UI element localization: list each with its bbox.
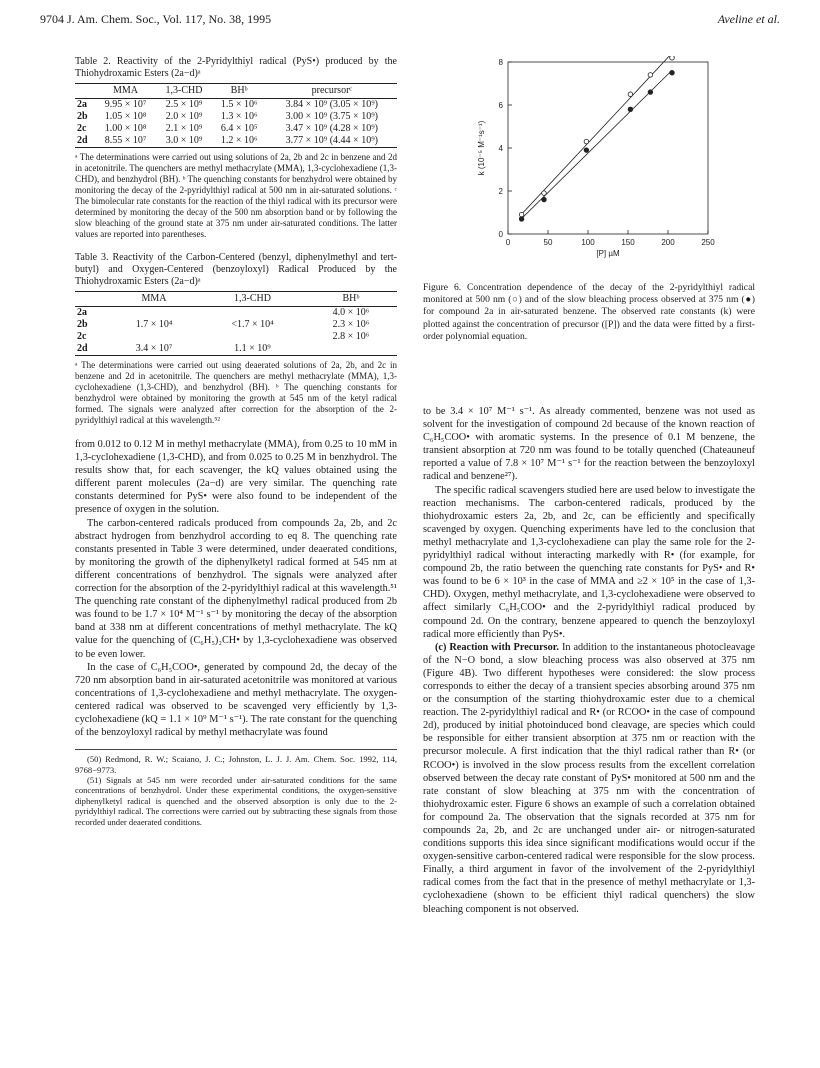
column-header: BHᵇ: [230, 85, 248, 96]
right-column: [423, 405, 755, 916]
table-cell: [305, 343, 397, 356]
table2-caption: Table 2. Reactivity of the 2-Pyridylthiyl radical (PyS•) produced by the Thiohydroxamic Esters (2a−d)ᵃ: [75, 56, 397, 79]
body-text: In addition to the instantaneous photocleavage of the N−O bond, a slow bleaching process was also observed at 375 nm (Figure 4B). Two different hypotheses were considered: the slow process corresponds to either the decay of a transient species absorbing around 375 nm or the consumption of the starting thiohydroxamic ester due to a chemical reaction. The 2-pyridylthiyl radical and R• (or RCOO• in the case of compound 2d), produced by initial photoinduced bond cleavage, are species which could be responsible for either transient absorption at 375 nm or reaction with the precursor molecule. A first indication that the thiyl radical rather than R• (or RCOO•) is involved in the slow process results from the excellent correlation observed between the decay rate constant of PyS• monitored at 500 nm and the rate constant of slow bleaching at 375 nm with the concentration of thiohydroxamic ester. Figure 6 shows an example of such a correlation obtained for compound 2a. The observation that the signals recorded at 375 nm for compounds 2a, 2b, and 2c are unchanged under air- or nitrogen-saturated conditions supports this idea since significant modifications would occur if the oxygen-sensitive carbon-centered radical were responsible for the slow process. Finally, a third argument in favor of the involvement of the 2-pyridylthiyl radical comes from the fact that in the presence of methyl methacrylate or 1,3-cyclohexadiene (shown to be efficient thiyl radical quenchers) the slow bleaching component is not observed.: [423, 641, 755, 915]
running-authors: Aveline et al.: [717, 12, 780, 26]
row-label: 2a: [77, 99, 87, 110]
table-cell: 2.3 × 10⁶: [332, 319, 370, 330]
table-cell: 3.0 × 10⁹: [165, 135, 203, 146]
body-paragraph: from 0.012 to 0.12 M in methyl methacrylate (MMA), from 0.25 to 10 mM in 1,3-cyclohexadiene (1,3-CHD), and from 0.025 to 0.25 M in benzhydrol. The results show that, for each scavenger, the kQ values obtained using the different parent molecules (2a−d) are very similar. The quenching rate constants determined for PyS• were also found to be independent of the presence of oxygen in the solution.: [75, 439, 397, 516]
y-tick-label: 0: [498, 230, 503, 239]
table-cell: [200, 331, 305, 343]
table-cell: [200, 307, 305, 320]
table-cell: 3.00 × 10⁹ (3.75 × 10⁹): [285, 111, 379, 122]
table-cell: 1.00 × 10⁸: [104, 123, 147, 134]
data-point-filled: [542, 197, 547, 202]
body-paragraph: The specific radical scavengers studied here are used below to investigate the reaction mechanisms. The carbon-centered radicals, produced by the thiohydroxamic esters 2a, 2b, and 2c, can be efficiently and specifically scavenged by oxygen. Quenching experiments have led to the conclusion that methyl methacrylate and 1,3-cyclohexadiene can play the same role for the 2-pyridylthiyl radical without interacting markedly with R• (for example, for compound 2b, the ratio between the quenching rate constants for PyS• and R• was found to be 6 × 10³ in the case of MMA and ≥2 × 10⁵ in the case of 1,3-CHD). Oxygen, methyl methacrylate, and 1,3-cyclohexadiene were observed to affect similarly C₆H₅COO• and the 2-pyridylthiyl radical produced by compound 2d. On the contrary, benzene appeared to quench the benzoyloxyl radical more efficiently than PyS•.: [423, 484, 755, 640]
journal-citation: 9704 J. Am. Chem. Soc., Vol. 117, No. 38, 1995: [40, 12, 272, 26]
table-cell: 2.5 × 10⁹: [165, 99, 203, 110]
column-header: BHᵇ: [342, 293, 360, 304]
table-cell: <1.7 × 10⁴: [231, 319, 274, 330]
figure6-chart: [470, 56, 770, 271]
body-paragraph: [423, 641, 755, 916]
row-label: 2b: [77, 319, 88, 330]
table-cell: 3.84 × 10⁹ (3.05 × 10⁹): [285, 99, 379, 110]
table-cell: 1.3 × 10⁶: [220, 111, 258, 122]
left-column: [75, 56, 397, 827]
body-paragraph: to be 3.4 × 10⁷ M⁻¹ s⁻¹. As already commented, benzene was not used as solvent for the investigation of compound 2d because of the known reaction of C₆H₅COO• with aromatic systems. In the presence of 0.1 M benzene, the transient absorption at 720 nm was found to be totally quenched (Chateauneuf reported a value of 7.8 × 10⁷ M⁻¹ s⁻¹ for the reaction between the benzoyloxyl radical and benzene²⁷).: [423, 406, 755, 483]
plot-frame: [508, 62, 708, 234]
data-point-open: [670, 56, 675, 60]
column-header: precursorᶜ: [311, 85, 352, 96]
row-label: 2a: [77, 307, 87, 318]
body-paragraph: The carbon-centered radicals produced from compounds 2a, 2b, and 2c abstract hydrogen from benzhydrol according to eq 8. The quenching rate constants presented in Table 3 were determined, under deaerated conditions, by monitoring the growth of the diphenylketyl radical formed at 545 nm at different concentrations of benzhydrol. The signals were analyzed after correction for the absorption of the 2-pyridylthiyl radical at this wavelength.⁵¹ The quenching rate constant of the diphenylmethyl radical produced from 2b was found to be 1.7 × 10⁴ M⁻¹ s⁻¹ by monitoring the decay of the absorption band at 338 nm at different concentrations of methyl methacrylate. The kQ value for the quenching of (C₆H₅)₂CH• by 1,3-cyclohexadiene was observed to be even lower.: [75, 517, 397, 660]
chart-svg: [470, 56, 770, 271]
table-cell: 9.95 × 10⁷: [104, 99, 147, 110]
y-tick-label: 8: [498, 58, 503, 67]
y-axis-label: k (10⁻⁵ M⁻¹s⁻¹): [477, 120, 486, 176]
x-axis-label: [P] µM: [596, 249, 620, 258]
table-row: [75, 111, 397, 123]
page-header: [40, 12, 780, 28]
table-cell: 8.55 × 10⁷: [104, 135, 147, 146]
x-tick-label: 250: [701, 238, 715, 247]
table-cell: 1.7 × 10⁴: [135, 319, 173, 330]
table-cell: [108, 331, 200, 343]
column-header: [75, 292, 108, 307]
data-point-open: [648, 73, 653, 78]
column-header: [75, 84, 95, 99]
table-cell: 3.4 × 10⁷: [135, 343, 173, 354]
y-tick-label: 2: [498, 187, 503, 196]
table-row: [75, 99, 397, 112]
footnote: (51) Signals at 545 nm were recorded under air-saturated conditions for the same concentrations of benzhydrol. Under these experimental conditions, the oxygen-sensitive diphenylketyl radical is quenched and the observed absorption is only due to the 2-pyridylthiyl radical. The corrections were carried out by subtracting these signals from those recorded under deaerated conditions.: [75, 774, 397, 827]
table-cell: 6.4 × 10⁵: [220, 123, 258, 134]
table-cell: 3.77 × 10⁹ (4.44 × 10⁹): [285, 135, 379, 146]
row-label: 2b: [77, 111, 88, 122]
table-row: [75, 319, 397, 331]
data-point-filled: [670, 70, 675, 75]
table-cell: 1.05 × 10⁸: [104, 111, 147, 122]
data-point-open: [628, 92, 633, 97]
row-label: 2d: [77, 135, 88, 146]
table-cell: 3.47 × 10⁹ (4.28 × 10⁹): [285, 123, 379, 134]
row-label: 2d: [77, 343, 88, 354]
row-label: 2c: [77, 331, 87, 342]
table2-footnote: ᵃ The determinations were carried out using solutions of 2a, 2b and 2c in benzene and 2d in acetonitrile. The quenchers are methyl methacrylate (MMA), 1,3-cyclohexadiene (1,3-CHD), and benzhydrol (BH). ᵇ The quenching constants for benzhydrol were obtained by monitoring the decay of the 2-pyridylthiyl radical at 500 nm in air-saturated solutions. ᶜ The bimolecular rate constants for the reaction of the thiyl radical with its precursor were determined by monitoring the decay of the 500 nm absorption band or by following the slow bleaching of the ground state at 375 nm under air-saturated conditions. The latter values are reported into parentheses.: [75, 152, 397, 239]
table-cell: 2.8 × 10⁶: [332, 331, 370, 342]
x-tick-label: 50: [543, 238, 553, 247]
column-header: 1,3-CHD: [234, 293, 271, 304]
column-header: MMA: [141, 293, 167, 304]
table3: [75, 291, 397, 356]
table-row: [75, 135, 397, 148]
data-point-filled: [648, 90, 653, 95]
table-row: [75, 331, 397, 343]
y-tick-label: 4: [498, 144, 503, 153]
table-cell: 4.0 × 10⁶: [332, 307, 370, 318]
column-header: MMA: [113, 85, 139, 96]
x-tick-label: 100: [581, 238, 595, 247]
table-cell: 1.2 × 10⁶: [220, 135, 258, 146]
data-point-filled: [519, 217, 524, 222]
table-cell: 2.1 × 10⁹: [165, 123, 203, 134]
footnote-divider: [75, 749, 397, 750]
table-cell: 1.1 × 10⁹: [234, 343, 271, 354]
table-row: [75, 123, 397, 135]
figure6-caption: Figure 6. Concentration dependence of the decay of the 2-pyridylthiyl radical monitored at 500 nm (○) and of the slow bleaching process observed at 375 nm (●) for compound 2a in air-saturated benzene. The observed rate constants (k) were plotted against the concentration of precursor ([P]) and the data were fitted by a first-order polynomial equation.: [423, 282, 755, 342]
table-cell: [108, 307, 200, 320]
table-row: [75, 343, 397, 356]
footnote: (50) Redmond, R. W.; Scaiano, J. C.; Johnston, L. J. J. Am. Chem. Soc. 1992, 114, 9768−9773.: [75, 754, 397, 775]
table2: [75, 83, 397, 148]
section-heading: (c) Reaction with Precursor.: [435, 641, 560, 653]
x-tick-label: 150: [621, 238, 635, 247]
row-label: 2c: [77, 123, 87, 134]
x-tick-label: 0: [505, 238, 511, 247]
table-cell: 2.0 × 10⁹: [165, 111, 203, 122]
table3-footnote: ᵃ The determinations were carried out using deaerated solutions of 2a, 2b, and 2c in benzene and 2d in acetonitrile. The quenchers are methyl methacrylate (MMA), 1,3-cyclohexadiene (1,3-CHD), and benzhydrol (BH). ᵇ The quenching constants for benzhydrol were obtained by monitoring the growth at 545 nm of the ketyl radical formed. The signals were analyzed after correction for the absorption of the 2-pyridylthiyl radical at this wavelength.⁵²: [75, 360, 397, 425]
data-point-open: [584, 139, 589, 144]
column-header: 1,3-CHD: [165, 85, 203, 96]
y-tick-label: 6: [498, 101, 503, 110]
body-paragraph: In the case of C₆H₅COO•, generated by compound 2d, the decay of the 720 nm absorption band in air-saturated acetonitrile was monitored at various concentrations of 1,3-cyclohexadiene and methyl methacrylate. The oxygen-centered radical was observed to be scavenged very efficiently by 1,3-cyclohexadiene (kQ = 1.1 × 10⁹ M⁻¹ s⁻¹). The rate constant for the quenching of the benzoyloxyl radical by methyl methacrylate was found: [75, 661, 397, 739]
x-tick-label: 200: [661, 238, 675, 247]
data-point-filled: [584, 148, 589, 153]
table-cell: 1.5 × 10⁶: [220, 99, 258, 110]
data-point-filled: [628, 107, 633, 112]
table-row: [75, 307, 397, 320]
table3-caption: Table 3. Reactivity of the Carbon-Centered (benzyl, diphenylmethyl and tert-butyl) and Oxygen-Centered (benzoyloxyl) Radical Produced by the Thiohydroxamic Esters (2a−d)ᵃ: [75, 252, 397, 287]
